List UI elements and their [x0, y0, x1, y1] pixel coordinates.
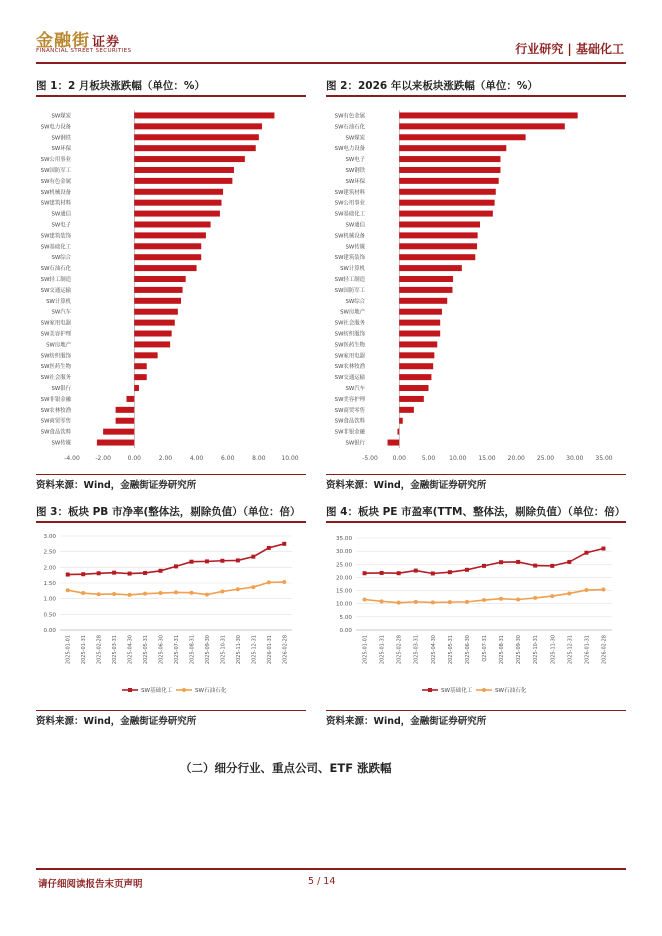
category-label: SW食品饮料: [334, 418, 365, 425]
data-point: [143, 592, 147, 596]
category-label: SW公用事业: [40, 157, 71, 164]
y-tick-label: 25.00: [335, 562, 352, 569]
bar: [134, 200, 221, 206]
category-label: SW社会服务: [40, 375, 71, 382]
category-label: SW钢铁: [345, 167, 365, 174]
category-label: SW综合: [345, 298, 365, 305]
data-point: [220, 589, 224, 593]
bar: [116, 418, 135, 424]
data-point: [465, 600, 469, 604]
bar: [399, 189, 496, 195]
category-label: SW石油石化: [334, 124, 365, 131]
figure-4-source-rule: [326, 710, 626, 711]
data-point: [97, 592, 101, 596]
data-point: [128, 593, 132, 597]
category-label: SW非银金融: [40, 396, 71, 403]
data-point: [66, 573, 70, 577]
category-label: SW食品饮料: [40, 429, 71, 436]
data-point: [159, 569, 163, 573]
figure-3-title: 图 3：板块 PB 市净率(整体法，剔除负值）（单位：倍）: [36, 506, 301, 518]
x-tick-label: 2025-03-31: [413, 635, 420, 665]
x-tick-label: 30.00: [566, 455, 584, 462]
bar: [399, 200, 494, 206]
legend-marker: [428, 688, 432, 692]
data-point: [414, 569, 418, 573]
x-tick-label: 2025-03-31: [112, 635, 119, 665]
y-tick-label: 20.00: [335, 575, 352, 582]
bar: [399, 298, 447, 304]
category-label: SW家用电器: [334, 353, 365, 360]
category-label: SW美容护理: [334, 396, 365, 403]
x-tick-label: 2025-08-31: [189, 635, 196, 665]
bar: [134, 352, 157, 358]
category-label: SW机械设备: [40, 189, 71, 196]
category-label: SW家用电器: [40, 320, 71, 327]
category-label: SW轻工制造: [40, 277, 71, 283]
data-point: [533, 596, 537, 600]
x-tick-label: 2025-05-31: [143, 635, 150, 665]
bar: [399, 211, 493, 217]
data-point: [431, 600, 435, 604]
data-point: [236, 587, 240, 591]
category-label: SW汽车: [51, 309, 71, 316]
x-tick-label: 2025-11-30: [550, 635, 557, 665]
x-tick-label: -2.00: [95, 455, 111, 462]
bar: [134, 232, 206, 238]
bar: [134, 309, 178, 315]
data-point: [397, 601, 401, 605]
data-point: [567, 591, 571, 595]
bar: [399, 178, 498, 184]
category-label: SW医药生物: [40, 364, 71, 371]
data-point: [236, 558, 240, 562]
y-tick-label: 1.50: [43, 581, 56, 587]
y-tick-label: 5.00: [339, 614, 352, 621]
legend-marker: [482, 688, 486, 692]
bar: [388, 440, 400, 446]
figure-2-chart: [326, 102, 626, 472]
y-tick-label: 2.50: [43, 549, 56, 556]
data-point: [363, 598, 367, 602]
bar: [134, 298, 181, 304]
bar: [134, 265, 196, 271]
logo-sec-text: 证券: [92, 35, 121, 50]
x-tick-label: 2025-10-31: [533, 635, 540, 665]
x-tick-label: 6.00: [221, 455, 235, 462]
section-heading: （二）细分行业、重点公司、ETF 涨跌幅: [180, 761, 392, 775]
x-tick-label: 5.00: [421, 455, 436, 462]
bar: [134, 320, 174, 326]
category-label: SW商贸零售: [40, 418, 71, 425]
y-tick-label: 15.00: [335, 588, 352, 595]
x-tick-label: 2025-06-30: [158, 635, 165, 665]
category-label: SW银行: [51, 386, 71, 393]
bar: [134, 189, 223, 195]
category-label: SW煤炭: [345, 135, 365, 142]
category-label: SW房地产: [46, 342, 71, 349]
bar: [127, 396, 135, 402]
data-point: [251, 555, 255, 559]
bar: [134, 112, 274, 118]
x-tick-label: 8.00: [252, 455, 266, 462]
x-tick-label: 0.00: [392, 455, 406, 462]
category-label: SW建筑材料: [40, 200, 71, 207]
category-label: SW通信: [345, 222, 365, 229]
data-point: [584, 588, 588, 592]
data-point: [601, 547, 605, 551]
x-tick-label: 2026-01-31: [584, 635, 591, 665]
bar: [399, 167, 500, 173]
data-point: [516, 560, 520, 564]
figure-4-chart: [326, 526, 626, 708]
category-label: SW房地产: [340, 309, 365, 316]
company-logo: [36, 26, 156, 60]
x-tick-label: 35.00: [595, 455, 613, 462]
figure-1: [36, 78, 306, 492]
category-label: SW综合: [51, 255, 71, 262]
bar: [399, 123, 565, 129]
logo-main-text: 金融街: [36, 31, 90, 51]
category-label: SW环保: [345, 178, 365, 185]
figure-1-chart: [36, 102, 306, 472]
category-label: SW轻工制造: [334, 277, 365, 283]
data-point: [282, 542, 286, 546]
bar: [134, 156, 245, 162]
figure-1-title: 图 1：2 月板块涨跌幅（单位：%）: [36, 80, 205, 92]
category-label: SW农林牧渔: [334, 364, 365, 371]
data-point: [174, 590, 178, 594]
bar: [399, 385, 428, 391]
bar: [134, 211, 220, 217]
x-tick-label: 10.00: [449, 455, 467, 462]
figure-1-source: 资料来源：Wind，金融街证券研究所: [36, 480, 197, 491]
category-label: SW电力设备: [40, 124, 71, 131]
figure-4-title: 图 4：板块 PE 市盈率(TTM、整体法，剔除负值）（单位：倍）: [326, 506, 626, 518]
category-label: SW通信: [51, 211, 71, 218]
category-label: SW电力设备: [334, 146, 365, 153]
category-label: SW电子: [51, 222, 71, 229]
bar: [134, 385, 139, 391]
data-point: [482, 564, 486, 568]
x-tick-label: 2026-01-31: [266, 635, 273, 665]
data-point: [66, 588, 70, 592]
category-label: SW商贸零售: [334, 407, 365, 414]
y-tick-label: 10.00: [335, 601, 352, 608]
data-point: [499, 597, 503, 601]
bar: [399, 374, 431, 380]
category-label: SW煤炭: [51, 113, 71, 120]
bar: [134, 221, 210, 227]
figure-2-source-rule: [326, 474, 626, 475]
y-tick-label: 1.00: [43, 596, 56, 603]
bar: [399, 418, 403, 424]
data-point: [601, 588, 605, 592]
x-tick-label: 4.00: [189, 455, 204, 462]
x-tick-label: 2025-09-30: [516, 635, 523, 665]
data-point: [448, 570, 452, 574]
bar: [399, 363, 433, 369]
x-tick-label: 2025-01-01: [362, 635, 369, 665]
category-label: SW基础化工: [334, 211, 365, 218]
bar: [399, 331, 440, 337]
bar: [134, 276, 185, 282]
data-point: [189, 560, 193, 564]
data-point: [516, 598, 520, 602]
x-tick-label: 2025-06-30: [464, 635, 471, 665]
bar: [399, 243, 477, 249]
bar: [399, 407, 414, 413]
data-point: [448, 600, 452, 604]
x-tick-label: Q25-07-31: [482, 635, 488, 662]
figure-3-source-rule: [36, 710, 306, 711]
data-point: [380, 571, 384, 575]
bar: [134, 331, 171, 337]
y-tick-label: 30.00: [335, 549, 352, 556]
bar: [399, 341, 437, 347]
bar: [399, 221, 480, 227]
bar: [116, 407, 135, 413]
category-label: SW社会服务: [334, 320, 365, 327]
category-label: SW农林牧渔: [40, 407, 71, 414]
category-label: SW交通运输: [40, 287, 71, 294]
data-point: [205, 593, 209, 597]
data-point: [567, 560, 571, 564]
category-label: SW公用事业: [334, 200, 365, 207]
data-point: [363, 571, 367, 575]
x-tick-label: 2025-11-30: [235, 635, 242, 665]
x-tick-label: 2025-02-28: [96, 635, 103, 665]
data-point: [81, 572, 85, 576]
category-label: SW机械设备: [334, 233, 365, 240]
data-point: [112, 592, 116, 596]
bar: [134, 123, 262, 129]
data-point: [220, 559, 224, 563]
category-label: SW建筑装饰: [40, 233, 71, 240]
data-point: [189, 591, 193, 595]
category-label: SW电子: [345, 157, 365, 164]
bar: [97, 440, 134, 446]
category-label: SW国防军工: [334, 287, 365, 294]
x-tick-label: 2025-12-31: [567, 635, 574, 665]
data-point: [251, 585, 255, 589]
legend-label: SW基础化工: [441, 688, 473, 694]
bar: [399, 145, 506, 151]
data-point: [174, 564, 178, 568]
bar: [399, 287, 452, 293]
bar: [399, 320, 440, 326]
data-point: [431, 571, 435, 575]
y-tick-label: 0.00: [43, 628, 56, 634]
category-label: SW美容护理: [40, 331, 71, 338]
bar: [399, 112, 577, 118]
legend-label: SW基础化工: [141, 688, 173, 694]
category-label: SW汽车: [345, 386, 365, 393]
bar: [399, 232, 477, 238]
figure-2: [326, 78, 626, 492]
figure-2-title: 图 2：2026 年以来板块涨跌幅（单位：%）: [326, 80, 538, 92]
x-tick-label: 2025-01-31: [81, 635, 88, 665]
bar: [134, 134, 259, 140]
data-point: [482, 598, 486, 602]
figure-1-rule: [36, 95, 306, 97]
header-divider: [36, 62, 626, 64]
bar: [399, 134, 525, 140]
data-point: [533, 564, 537, 568]
x-tick-label: -4.00: [64, 455, 80, 462]
x-tick-label: 2025-02-28: [396, 635, 403, 665]
figure-2-rule: [326, 95, 626, 97]
bar: [134, 341, 170, 347]
x-tick-label: 2025-04-30: [430, 635, 437, 665]
data-point: [128, 572, 132, 576]
legend-label: SW石油石化: [195, 688, 227, 694]
bar: [399, 254, 475, 260]
data-point: [550, 564, 554, 568]
legend-marker: [182, 688, 186, 692]
category-label: SW环保: [51, 146, 71, 153]
y-tick-label: 2.00: [43, 565, 56, 572]
x-tick-label: 2025-01-31: [379, 635, 386, 665]
x-tick-label: 2026-02-28: [282, 635, 289, 665]
x-tick-label: 20.00: [507, 455, 525, 462]
x-tick-label: 10.00: [281, 455, 299, 462]
x-tick-label: 2025-09-30: [204, 635, 211, 665]
bar: [397, 429, 399, 435]
data-point: [584, 551, 588, 555]
data-point: [499, 560, 503, 564]
bar: [134, 363, 146, 369]
legend-label: SW石油石化: [495, 688, 527, 694]
bar: [399, 276, 453, 282]
category-label: SW交通运输: [334, 375, 365, 382]
data-point: [205, 559, 209, 563]
data-point: [380, 599, 384, 603]
y-tick-label: 0.00: [339, 628, 352, 634]
x-tick-label: -5.00: [362, 455, 378, 462]
figure-3-chart: [36, 526, 306, 708]
x-tick-label: 2025-12-31: [251, 635, 258, 665]
category-label: SW建筑装饰: [334, 255, 365, 262]
bar: [134, 243, 201, 249]
x-tick-label: 2.00: [158, 455, 173, 462]
category-label: SW传媒: [51, 440, 71, 447]
report-category: 行业研究 | 基础化工: [515, 42, 624, 56]
bar: [399, 396, 424, 402]
y-tick-label: 0.50: [43, 612, 56, 619]
data-point: [414, 600, 418, 604]
x-tick-label: 2025-08-31: [499, 635, 506, 665]
category-label: SW纺织服饰: [40, 353, 71, 360]
category-label: SW基础化工: [40, 244, 71, 251]
category-label: SW石油石化: [40, 266, 71, 273]
x-tick-label: 2025-10-31: [220, 635, 227, 665]
x-tick-label: 2026-02-28: [601, 635, 608, 665]
figure-4-source: 资料来源：Wind，金融街证券研究所: [326, 716, 487, 727]
figure-2-source: 资料来源：Wind，金融街证券研究所: [326, 480, 487, 491]
x-tick-label: 15.00: [478, 455, 496, 462]
bar: [134, 145, 255, 151]
x-tick-label: 0.00: [127, 455, 141, 462]
category-label: SW钢铁: [51, 135, 71, 142]
bar: [134, 254, 201, 260]
data-point: [97, 571, 101, 575]
bar: [399, 156, 500, 162]
category-label: SW有色金属: [334, 113, 365, 120]
x-tick-label: 2025-05-31: [447, 635, 454, 665]
data-point: [267, 580, 271, 584]
footer-divider: [36, 868, 626, 870]
legend-marker: [128, 688, 132, 692]
data-point: [397, 571, 401, 575]
x-tick-label: 25.00: [536, 455, 555, 462]
y-tick-label: 3.00: [43, 534, 56, 540]
data-point: [550, 594, 554, 598]
bar: [399, 309, 442, 315]
figure-3-rule: [36, 521, 306, 523]
data-point: [267, 546, 271, 550]
figure-4: [326, 504, 626, 728]
category-label: SW建筑材料: [334, 189, 365, 196]
figure-1-source-rule: [36, 474, 306, 475]
logo-subtitle: FINANCIAL STREET SECURITIES: [36, 48, 132, 54]
data-point: [112, 571, 116, 575]
category-label: SW银行: [345, 440, 365, 447]
bar: [134, 178, 232, 184]
category-label: SW计算机: [46, 298, 71, 305]
category-label: SW纺织服饰: [334, 331, 365, 338]
data-point: [143, 571, 147, 575]
category-label: SW计算机: [340, 266, 365, 273]
footer-disclaimer: 请仔细阅读报告末页声明: [38, 879, 143, 890]
x-tick-label: 2025-07-31: [174, 635, 180, 665]
series-line: [68, 544, 285, 575]
category-label: SW国防军工: [40, 167, 71, 174]
figure-3: [36, 504, 306, 728]
bar: [134, 287, 182, 293]
category-label: SW非银金融: [334, 429, 365, 436]
category-label: SW传媒: [345, 244, 365, 251]
bar: [134, 374, 146, 380]
y-tick-label: 35.00: [335, 536, 352, 542]
x-tick-label: 2025-01-01: [65, 635, 72, 665]
x-tick-label: 2025-04-30: [127, 635, 134, 665]
bar: [103, 429, 134, 435]
data-point: [282, 580, 286, 584]
page-number: 5 / 14: [308, 876, 336, 887]
data-point: [81, 591, 85, 595]
data-point: [465, 568, 469, 572]
category-label: SW医药生物: [334, 342, 365, 349]
bar: [399, 352, 434, 358]
figure-4-rule: [326, 521, 626, 523]
bar: [134, 167, 234, 173]
figure-3-source: 资料来源：Wind，金融街证券研究所: [36, 716, 197, 727]
bar: [399, 265, 462, 271]
category-label: SW有色金属: [40, 178, 71, 185]
data-point: [159, 591, 163, 595]
